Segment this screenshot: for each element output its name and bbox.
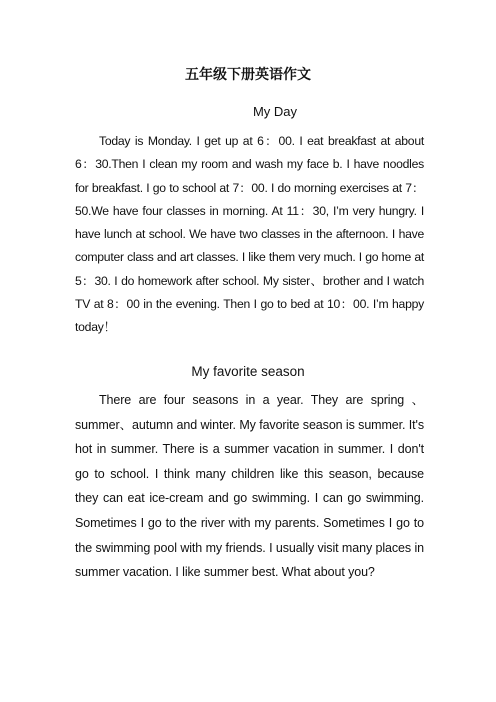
essay-body-my-day: Today is Monday. I get up at 6：00. I eat breakfast at about 6：30.Then I clean my room and wash my face b. I have noodles for breakfast. I go to school at 7：00. I do morning exercises at 7：50.We have four classes in morning. At 11：30, I’m very hungry. I have lunch at school. We have two classes in the afternoon. I have computer class and art classes. I like them very much. I go home at 5：30. I do homework after school. My sister、brother and I watch TV at 8：00 in the evening. Then I go to bed at 10：00. I’m happy today！ bbox=[75, 134, 424, 335]
essay-heading-my-day: My Day bbox=[252, 104, 298, 119]
essay-heading-favorite-season: My favorite season bbox=[191, 364, 305, 379]
essay-body-favorite-season: There are four seasons in a year. They are spring 、summer、autumn and winter. My favorite season is summer. It's hot in summer. There is a summer vacation in summer. I don't go to school. I think many children like this season, because they can eat ice-cream and go swimming. I can go swimming. Sometimes I go to the river with my parents. Sometimes I go to the swimming pool with my friends. I usually visit many places in summer vacation. I like summer best. What about you? bbox=[75, 393, 424, 580]
document-title: 五年级下册英语作文 bbox=[185, 67, 311, 83]
